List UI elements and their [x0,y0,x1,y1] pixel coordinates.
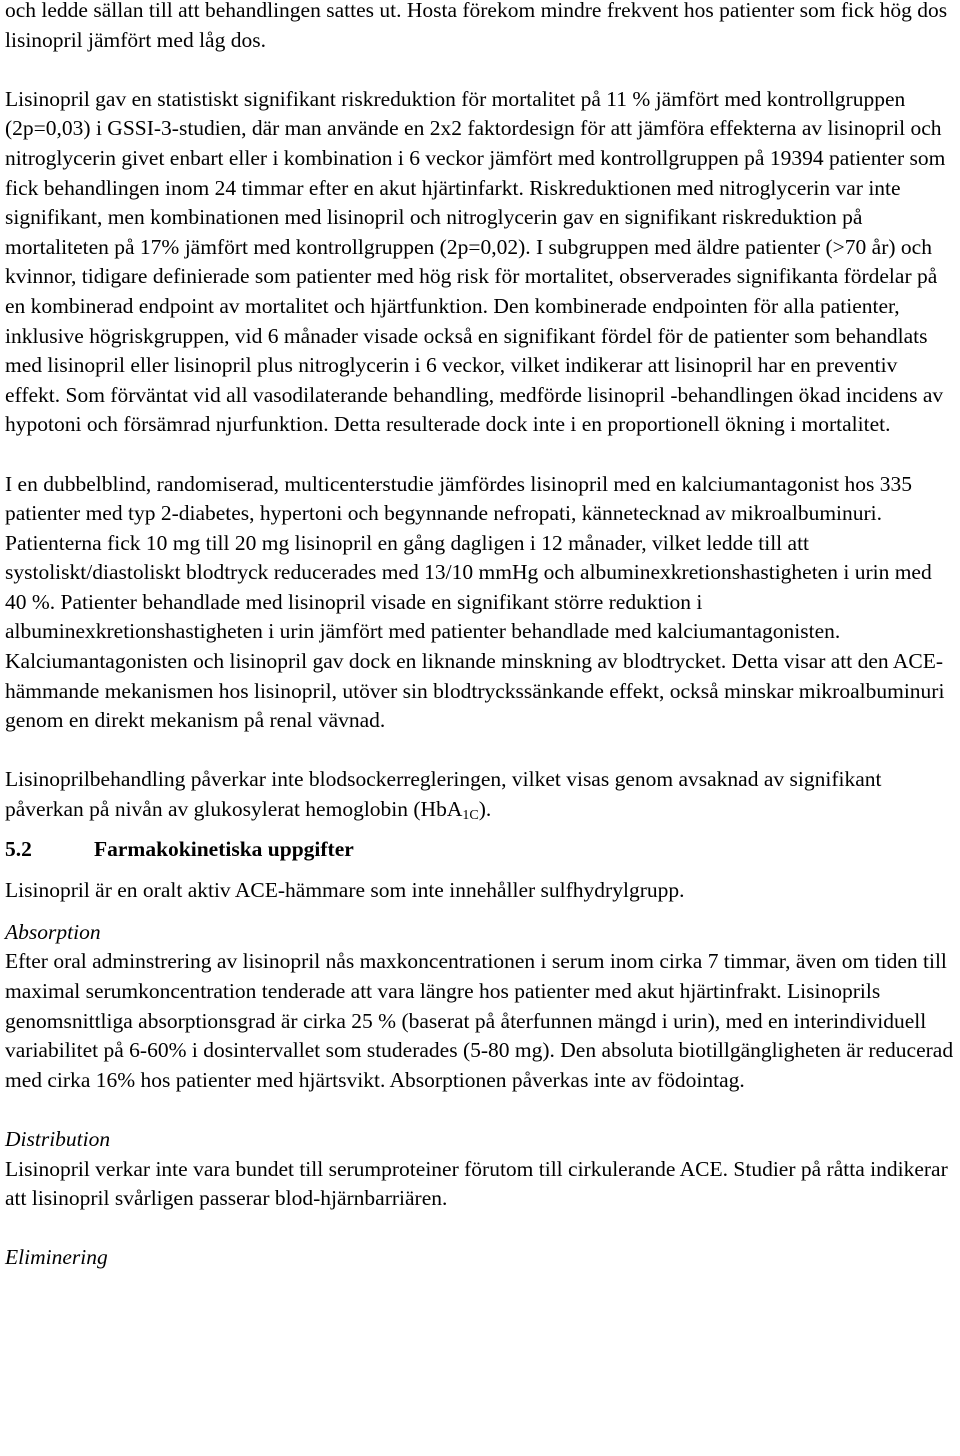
distribution-heading: Distribution [5,1126,111,1151]
paragraph-cough: och ledde sällan till att behandlingen sattes ut. Hosta förekom mindre frekvent hos patienter som fick hög dos lisinopril jämfört med låg dos. [5,0,948,52]
hba1c-subscript: 1C [462,808,479,824]
paragraph-glucose [5,765,957,824]
section-heading [5,835,957,865]
spacer [5,736,957,766]
spacer [5,1095,957,1125]
distribution-text: Lisinopril verkar inte vara bundet till serumproteiner förutom till cirkulerande ACE. Studier på råtta indikerar att lisinopril svårligen passerar blod-hjärnbarriären. [5,1156,948,1211]
paragraph-glucose-text: Lisinoprilbehandling påverkar inte blodsockerregleringen, vilket visas genom avsaknad av signifikant påverkan på nivån av glukosylerat hemoglobin (HbA [5,767,882,822]
paragraph-gssi3: Lisinopril gav en statistiskt signifikant riskreduktion för mortalitet på 11 % jämfört med kontrollgruppen (2p=0,03) i GSSI-3-studien, där man använde en 2x2 faktordesign för att jämföra effekterna av lisinopril och nitroglycerin givet enbart eller i kombination i 6 veckor jämfört med kontrollgruppen på 19394 patienter som fick behandlingen inom 24 timmar efter en akut hjärtinfarkt. Riskreduktionen med nitroglycerin var inte signifikant, men kombinationen med lisinopril och nitroglycerin gav en signifikant riskreduktion på mortaliteten på 17% jämfört med kontrollgruppen (2p=0,02). I subgruppen med äldre patienter (>70 år) och kvinnor, tidigare definierade som patienter med hög risk för mortalitet, observerades signifikanta fördelar på en kombinerad endpoint av mortalitet och hjärtfunktion. Den kombinerade endpointen för alla patienter, inklusive högriskgruppen, vid 6 månader visade också en signifikant fördel för de patienter som behandlats med lisinopril eller lisinopril plus nitroglycerin i 6 veckor, vilket indikerar att lisinopril har en preventiv effekt. Som förväntat vid all vasodilaterande behandling, medförde lisinopril -behandlingen ökad incidens av hypotoni och försämrad njurfunktion. Detta resulterade dock inte i en proportionell ökning i mortalitet. [5,86,946,437]
spacer [5,1214,957,1244]
paragraph-diabetes-study: I en dubbelblind, randomiserad, multicenterstudie jämfördes lisinopril med en kalciumantagonist hos 335 patienter med typ 2-diabetes, hypertoni och begynnande nefropati, kännetecknad av mikroalbuminuri. Patienterna fick 10 mg till 20 mg lisinopril en gång dagligen i 12 månader, vilket ledde till att systoliskt/diastoliskt blodtryck reducerades med 13/10 mmHg och albuminexkretionshastigheten i urin med 40 %. Patienter behandlade med lisinopril visade en signifikant större reduktion i albuminexkretionshastigheten i urin jämfört med patienter behandlade med kalciumantagonisten. Kalciumantagonisten och lisinopril gav dock en liknande minskning av blodtrycket. Detta visar att den ACE-hämmande mekanismen hos lisinopril, utöver sin blodtryckssänkande effekt, också minskar mikroalbuminuri genom en direkt mekanism på renal vävnad. [5,471,945,733]
elimination-heading: Eliminering [5,1245,108,1270]
spacer [5,55,957,85]
absorption-text: Efter oral adminstrering av lisinopril nås maxkoncentrationen i serum inom cirka 7 timmar, även om tiden till maximal serumkoncentration tenderade att vara längre hos patienter med akut hjärtinfrakt. Lisinoprils genomsnittliga absorptionsgrad är cirka 25 % (baserat på återfunnen mängd i urin), med en interindividuell variabilitet på 6-60% i dosintervallet som studerades (5-80 mg). Den absoluta biotillgängligheten är reducerad med cirka 16% hos patienter med hjärtsvikt. Absorptionen påverkas inte av födointag. [5,949,954,1092]
document-page [5,0,957,1273]
paragraph-intro: Lisinopril är en oralt aktiv ACE-hämmare som inte innehåller sulfhydrylgrupp. [5,878,685,903]
spacer [5,440,957,470]
spacer [5,906,957,918]
section-number: 5.2 [5,836,32,861]
paragraph-glucose-end: ). [478,797,492,822]
absorption-heading: Absorption [5,919,101,944]
section-title: Farmakokinetiska uppgifter [94,836,354,861]
